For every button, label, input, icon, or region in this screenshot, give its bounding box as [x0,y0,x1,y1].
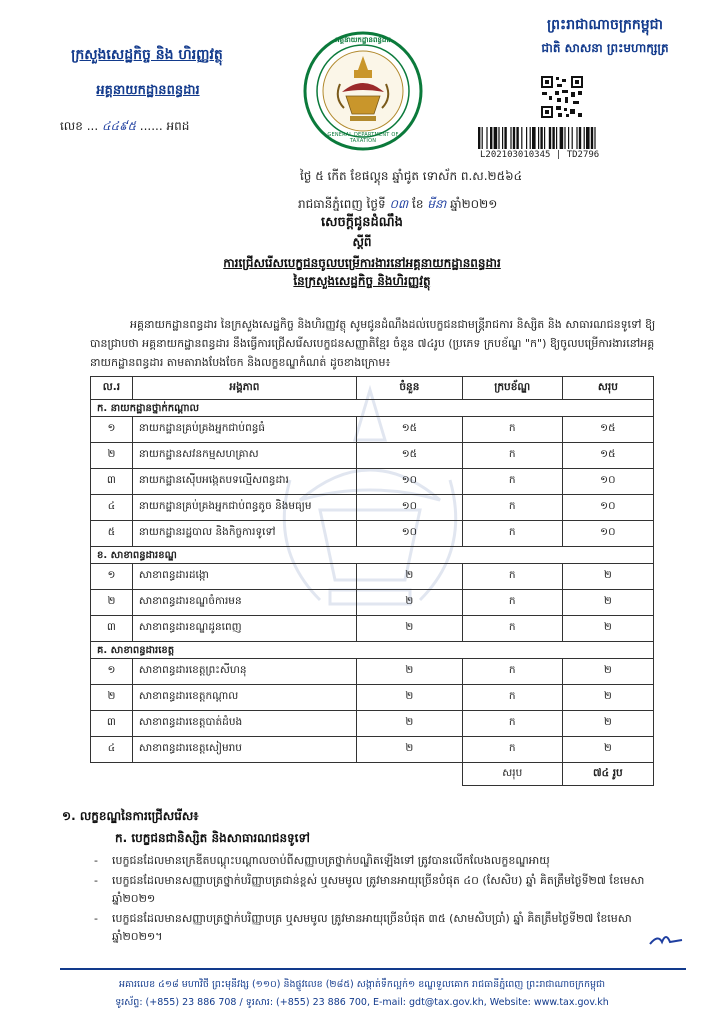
notice-subject-ministry: នៃក្រសួងសេដ្ឋកិច្ច និងហិរញ្ញវត្ថុ [293,274,431,288]
table-row [91,737,654,763]
cell-unit: សាខាពន្ធដារខេត្តកណ្ដាល [132,685,356,711]
barcode-bar [568,127,569,149]
total-row-spacer [91,763,463,786]
barcode-bar [549,127,551,149]
cell-no: ២ [91,685,133,711]
cell-unit: សាខាពន្ធដារខណ្ឌចំការមន [132,590,356,616]
barcode-bar [579,127,581,149]
cell-total: ២ [562,685,653,711]
cell-count: ២ [357,737,463,763]
table-total-row [91,763,654,786]
cell-category: ក [462,737,562,763]
cell-count: ២ [357,685,463,711]
cell-count: ១០ [357,469,463,495]
table-section-row [91,547,654,564]
footer-contact: ទូរស័ព្ទ: (+855) 23 886 708 / ទូរសារ: (+855) 23 886 700, E-mail: gdt@tax.gov.kh, Website: www.tax.gov.kh [115,997,609,1008]
criteria-heading: ១. លក្ខខណ្ឌនៃការជ្រើសរើស៖ [62,809,199,823]
table-row [91,469,654,495]
cell-total: ២ [562,590,653,616]
national-motto: ជាតិ សាសនា ព្រះមហាក្សត្រ [541,41,669,55]
cell-category: ក [462,495,562,521]
cell-unit: នាយកដ្ឋានគ្រប់គ្រងអ្នកជាប់ពន្ធតូច និងមធ្យម [132,495,356,521]
footer-address: អគារលេខ ៤១៨ មហាវិថី ព្រះមុនីវង្ស (១១០) និងផ្លូវលេខ (២៨៥) សង្កាត់ទឹកល្អក់១ ខណ្ឌទួលគោក រាជធានីភ្នំពេញ ព្រះរាជាណាចក្រកម្ពុជា [118,979,606,990]
cell-total: ១៥ [562,417,653,443]
cell-unit: នាយកដ្ឋានស៊ើបអង្កេតបទល្មើសពន្ធដារ [132,469,356,495]
barcode-bar [482,127,483,149]
footer-divider [60,968,686,970]
cell-no: ៣ [91,711,133,737]
barcode-bar [556,127,557,149]
table-row [91,711,654,737]
cell-count: ១៥ [357,443,463,469]
section-title: គ. សាខាពន្ធដារខេត្ត [91,642,654,659]
ref-number: ៤៤៩៥ [101,119,136,133]
cell-unit: សាខាពន្ធដារខណ្ឌដូនពេញ [132,616,356,642]
cell-no: ៤ [91,495,133,521]
cell-no: ៣ [91,469,133,495]
barcode-bar [540,127,542,149]
initial-signature-mark [648,930,684,948]
cell-category: ក [462,469,562,495]
barcode-bar [526,127,527,149]
cell-category: ក [462,417,562,443]
date-day: ០៣ [389,197,409,211]
cell-category: ក [462,590,562,616]
barcode-bar [532,127,536,149]
barcode-bar [478,127,480,149]
cell-category: ក [462,443,562,469]
ref-suffix: អពដ [166,119,190,133]
col-header-total: សរុប [562,377,653,400]
cell-total: ២ [562,564,653,590]
list-item: - បេក្ខជនដែលមានសញ្ញាបត្រថ្នាក់បរិញ្ញាបត្រ ឬសមមូល ត្រូវមានអាយុច្រើនបំផុត ៣៥ (សាមសិបប្រាំ) ឆ្នាំ គិតត្រឹមថ្ងៃទី២៧ ខែមេសា ឆ្នាំ២០២១។ [90,910,680,946]
logo-bottom-text: GENERAL DEPARTMENT OF TAXATION [327,132,399,144]
cell-no: ១ [91,659,133,685]
notice-subject: ការជ្រើសរើសបេក្ខជនចូលបម្រើការងារនៅអគ្គនាយកដ្ឋានពន្ធដារ [223,256,501,270]
barcode-bar [490,127,492,149]
table-row [91,685,654,711]
barcode-bar [530,127,531,149]
cell-count: ១៥ [357,417,463,443]
barcode-bar [486,127,487,149]
cell-total: ២ [562,616,653,642]
barcode-bar [576,127,577,149]
barcode-bar [502,127,503,149]
table-row [91,521,654,547]
qr-code-icon [540,75,584,119]
cell-unit: សាខាពន្ធដារខេត្តសៀមរាប [132,737,356,763]
cell-count: ២ [357,590,463,616]
barcode-bar [594,127,595,149]
cell-count: ២ [357,659,463,685]
table-row [91,616,654,642]
cell-total: ១០ [562,495,653,521]
barcode-bar [516,127,518,149]
cell-count: ២ [357,711,463,737]
cell-count: ២ [357,616,463,642]
cell-no: ២ [91,443,133,469]
barcode-number: L202103010345 | TD2796 [480,150,600,160]
cell-total: ១០ [562,521,653,547]
cell-no: ៤ [91,737,133,763]
cell-category: ក [462,564,562,590]
table-row [91,659,654,685]
col-header-count: ចំនួន [357,377,463,400]
table-row [91,564,654,590]
cell-total: ២ [562,737,653,763]
cell-unit: សាខាពន្ធដារដង្កោ [132,564,356,590]
barcode-bar [538,127,539,149]
cell-no: ១ [91,417,133,443]
cell-total: ១០ [562,469,653,495]
table-header-row [91,377,654,400]
cell-no: ២ [91,590,133,616]
cell-unit: សាខាពន្ធដារខេត្តព្រះសីហនុ [132,659,356,685]
cell-count: ២ [357,564,463,590]
table-row [91,590,654,616]
cell-category: ក [462,659,562,685]
cell-no: ៥ [91,521,133,547]
solar-date [298,196,497,214]
barcode-bar [591,127,593,149]
lunar-date: ថ្ងៃ ៥ កើត ខែផល្គុន ឆ្នាំជូត ទោស័ក ព.ស.២៥៦៤ [300,169,523,183]
section-title: ខ. សាខាពន្ធដារខណ្ឌ [91,547,654,564]
barcode-bar [521,127,522,149]
table-row [91,417,654,443]
cell-unit: សាខាពន្ធដារខេត្តបាត់ដំបង [132,711,356,737]
section-title: ក. នាយកដ្ឋានថ្នាក់កណ្ដាល [91,400,654,417]
cell-total: ២ [562,711,653,737]
barcode-bar [560,127,564,149]
col-header-no: ល.រ [91,377,133,400]
cell-category: ក [462,521,562,547]
barcode-bar [513,127,515,149]
cell-total: ១៥ [562,443,653,469]
barcode-bar [494,127,498,149]
cell-unit: នាយកដ្ឋានសវនកម្មសហគ្រាស [132,443,356,469]
barcode-bar [552,127,554,149]
cell-category: ក [462,616,562,642]
ministry-name: ក្រសួងសេដ្ឋកិច្ច និង ហិរញ្ញវត្ថុ [71,47,223,63]
barcode-bar [510,127,511,149]
col-header-category: ក្របខ័ណ្ឌ [462,377,562,400]
date-month-label: ខែ [412,197,424,211]
cell-category: ក [462,685,562,711]
cell-no: ៣ [91,616,133,642]
grand-total-label: សរុប [462,763,562,786]
recruitment-table [90,376,654,786]
barcode-bar [504,127,506,149]
cell-count: ១០ [357,495,463,521]
department-name: អគ្គនាយកដ្ឋានពន្ធដារ [96,83,200,98]
cell-unit: នាយកដ្ឋានរដ្ឋបាល និងកិច្ចការទូទៅ [132,521,356,547]
barcode-icon [478,127,654,149]
table-row [91,443,654,469]
cell-category: ក [462,711,562,737]
barcode-bar [544,127,545,149]
ref-label: លេខ [60,119,83,133]
date-year: ឆ្នាំ២០២១ [450,197,498,211]
date-month: មីនា [427,197,447,211]
table-section-row [91,400,654,417]
logo-top-text: អគ្គនាយកដ្ឋានពន្ធដារ [335,36,391,44]
table-row [91,495,654,521]
cell-count: ១០ [357,521,463,547]
criteria-list [90,852,680,948]
barcode-bar [498,127,499,149]
notice-title: សេចក្ដីជូនដំណឹង [321,215,403,230]
date-prefix: រាជធានីភ្នំពេញ ថ្ងៃទី [298,197,386,211]
list-item: - បេក្ខជនដែលមានសញ្ញាបត្រថ្នាក់បរិញ្ញាបត្រជាន់ខ្ពស់ ឬសមមូល ត្រូវមានអាយុច្រើនបំផុត ៤០ (សែសិប) ឆ្នាំ គិតត្រឹមថ្ងៃទី២៧ ខែមេសា ឆ្នាំ២០២១ [90,872,680,908]
cell-no: ១ [91,564,133,590]
kingdom-title: ព្រះរាជាណាចក្រកម្ពុជា [546,17,663,33]
barcode-bar [564,127,565,149]
barcode-bar [584,127,585,149]
col-header-unit: អង្គភាព [132,377,356,400]
grand-total-value: ៧៤ រូប [562,763,653,786]
barcode-bar [572,127,573,149]
criteria-subheading: ក. បេក្ខជនជានិស្សិត និងសាធារណជនទូទៅ [115,831,310,845]
reference-number: លេខ ... ៤៤៩៥ ...... អពដ [60,119,190,133]
cell-unit: នាយកដ្ឋានគ្រប់គ្រងអ្នកជាប់ពន្ធធំ [132,417,356,443]
barcode-bar [586,127,590,149]
table-section-row [91,642,654,659]
list-item: - បេក្ខជនដែលមានក្រេឌីតបណ្ដុះបណ្ដាលចាប់ពីសញ្ញាបត្រថ្នាក់បណ្ឌិតឡើងទៅ ត្រូវបានលើកលែងលក្ខខណ្ឌអាយុ [90,852,680,870]
cell-total: ២ [562,659,653,685]
notice-subject-label: ស្ដីពី [352,235,372,249]
intro-paragraph: អគ្គនាយកដ្ឋានពន្ធដារ នៃក្រសួងសេដ្ឋកិច្ច និងហិរញ្ញវត្ថុ សូមជូនដំណឹងដល់បេក្ខជនជាមន្ត្រីរាជការ និស្សិត និង សាធារណជនទូទៅ ឱ្យបានជ្រាបថា អគ្គនាយកដ្ឋានពន្ធដារ នឹងធ្វើការជ្រើសរើសបេក្ខជនសញ្ញាតិខ្មែរ ចំនួន ៧៤រូប (ប្រភេទ ក្របខ័ណ្ឌ "ក") ឱ្យចូលបម្រើការងារនៅអគ្គនាយកដ្ឋានពន្ធដារ តាមតារាងបែងចែក និងលក្ខខណ្ឌកំណត់ ដូចខាងក្រោម៖ [90,318,656,369]
